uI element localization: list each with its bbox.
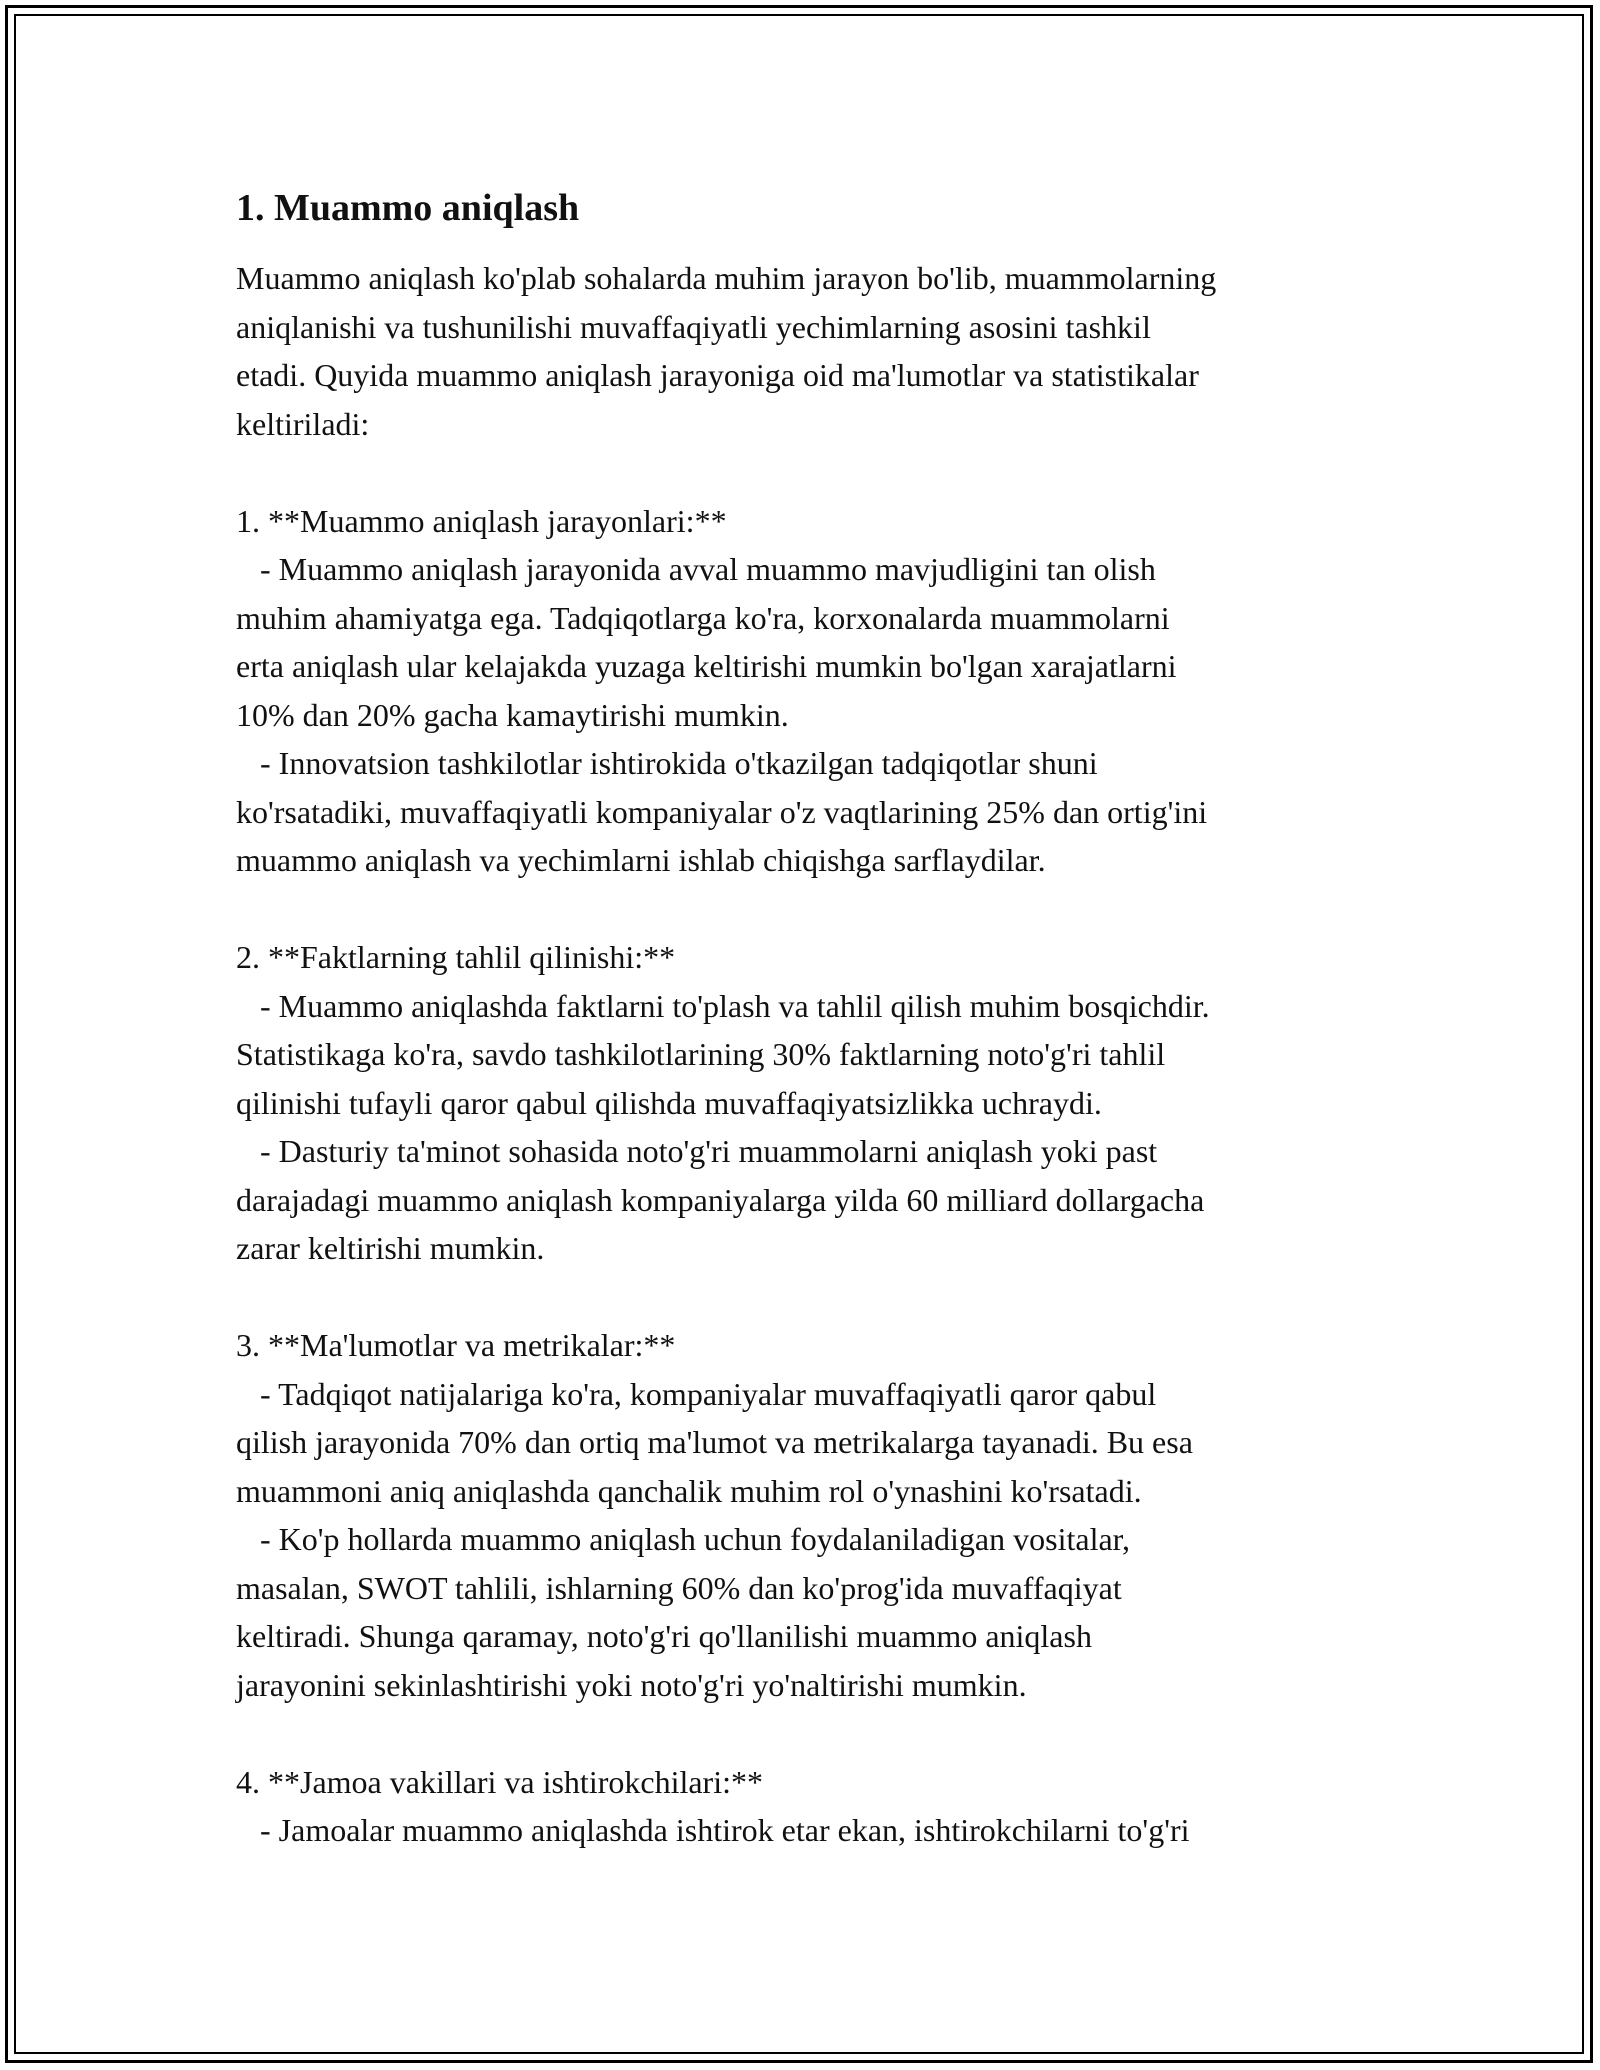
section-body-text: Muammo aniqlash ko'plab sohalarda muhim jarayon bo'lib, muammolarning aniqlanishi va tushunilishi muvaffaqiyatli yechimlarning asosini tashkil etadi. Quyida muammo aniqlash jarayoniga oid ma'lumotlar va statistikalar keltiriladi: 1. **Muammo aniqlash jarayonlari:** - Muammo aniqlash jarayonida avval muammo mavjudligini tan olish muhim ahamiyatga ega. Tadqiqotlarga ko'ra, korxonalarda muammolarni erta aniqlash ular kelajakda yuzaga keltirishi mumkin bo'lgan xarajatlarni 10% dan 20% gacha kamaytirishi mumkin. - Innovatsion tashkilotlar ishtirokida o'tkazilgan tadqiqotlar shuni ko'rsatadiki, muvaffaqiyatli kompaniyalar o'z vaqtlarining 25% dan ortig'ini muammo aniqlash va yechimlarni ishlab chiqishga sarflaydilar. 2. **Faktlarning tahlil qilinishi:** - Muammo aniqlashda faktlarni to'plash va tahlil qilish muhim bosqichdir. Statistikaga ko'ra, savdo tashkilotlarining 30% faktlarning noto'g'ri tahlil qilinishi tufayli qaror qabul qilishda muvaffaqiyatsizlikka uchraydi. - Dasturiy ta'minot sohasida noto'g'ri muammolarni aniqlash yoki past darajadagi muammo aniqlash kompaniyalarga yilda 60 milliard dollargacha zarar keltirishi mumkin. 3. **Ma'lumotlar va metrikalar:** - Tadqiqot natijalariga ko'ra, kompaniyalar muvaffaqiyatli qaror qabul qilish jarayonida 70% dan ortiq ma'lumot va metrikalarga tayanadi. Bu esa muammoni aniq aniqlashda qanchalik muhim rol o'ynashini ko'rsatadi. - Ko'p hollarda muammo aniqlash uchun foydalaniladigan vositalar, masalan, SWOT tahlili, ishlarning 60% dan ko'prog'ida muvaffaqiyat keltiradi. Shunga qaramay, noto'g'ri qo'llanilishi muammo aniqlash jarayonini sekinlashtirishi yoki noto'g'ri yo'naltirishi mumkin. 4. **Jamoa vakillari va ishtirokchilari:** - Jamoalar muammo aniqlashda ishtirok etar ekan, ishtirokchilarni to'g'ri <box>236 260 1217 1848</box>
document-content <box>236 186 1386 1855</box>
section-title: 1. Muammo aniqlash <box>236 187 580 229</box>
